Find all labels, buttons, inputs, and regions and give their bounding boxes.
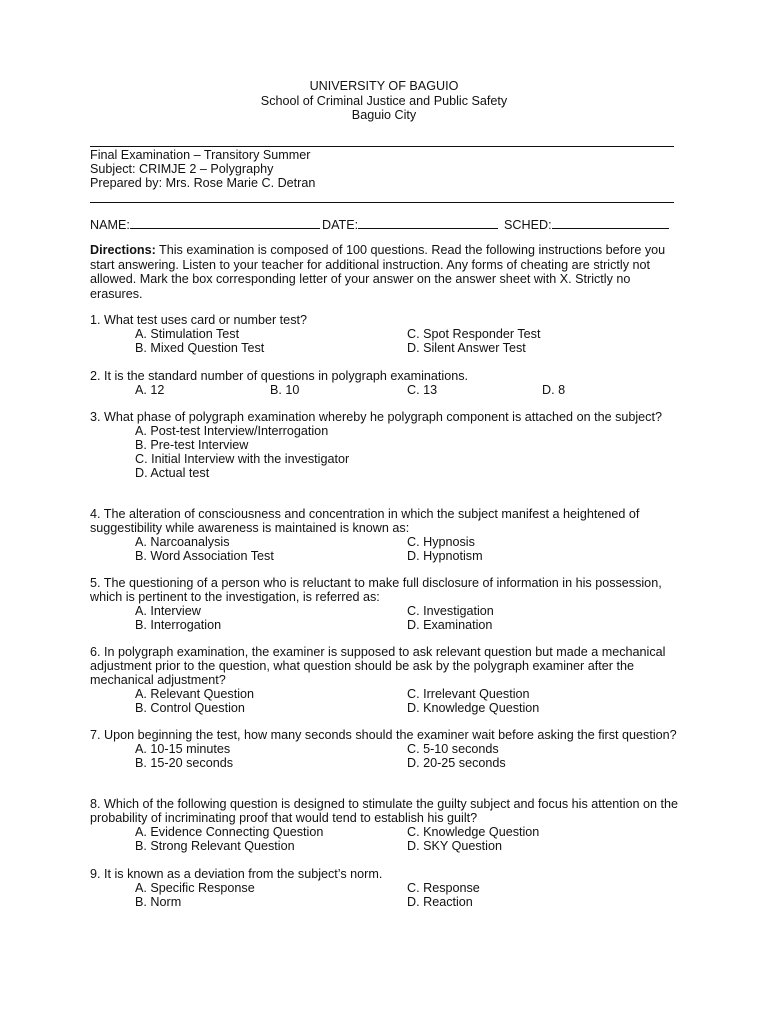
- option-c: C. 13: [407, 383, 438, 397]
- option-a: A. Interview: [135, 604, 201, 618]
- option-b: B. Control Question: [135, 701, 245, 715]
- question-5: [90, 576, 690, 632]
- option-b: B. Strong Relevant Question: [135, 839, 295, 853]
- option-d: D. Examination: [407, 618, 493, 632]
- option-b: B. Word Association Test: [135, 549, 274, 563]
- option-b: B. 15-20 seconds: [135, 756, 234, 770]
- exam-meta: [90, 148, 315, 190]
- school-name: School of Criminal Justice and Public Safety: [260, 93, 508, 108]
- question-stem: 6. In polygraph examination, the examiner is supposed to ask relevant question but made a mechanical adjustment prior to the question, what question should be ask by the polygraph examiner after the mechanical adjustment?: [90, 645, 666, 687]
- document-header: [0, 79, 768, 123]
- option-b: B. Pre-test Interview: [135, 438, 249, 452]
- date-field[interactable]: [322, 217, 498, 232]
- question-3: [90, 410, 690, 480]
- option-c: C. Knowledge Question: [407, 825, 540, 839]
- question-8: [90, 797, 690, 853]
- option-b: B. 10: [270, 383, 300, 397]
- option-c: C. Investigation: [407, 604, 494, 618]
- exam-preparer: Prepared by: Mrs. Rose Marie C. Detran: [90, 176, 316, 190]
- name-field[interactable]: [90, 217, 320, 232]
- directions-text: This examination is composed of 100 questions. Read the following instructions before you start answering. Listen to your teacher for additional instruction. Any forms of cheating are strictly not allowed. Mark the box corresponding letter of your answer on the answer sheet with X. Strictly no erasures.: [90, 243, 666, 301]
- option-a: A. Specific Response: [135, 881, 255, 895]
- option-c: C. Spot Responder Test: [407, 327, 541, 341]
- question-stem: 5. The questioning of a person who is reluctant to make full disclosure of information in his possession, which is pertinent to the investigation, is referred as:: [90, 576, 662, 604]
- option-a: A. Evidence Connecting Question: [135, 825, 324, 839]
- option-a: A. Stimulation Test: [135, 327, 240, 341]
- question-stem: 7. Upon beginning the test, how many seconds should the examiner wait before asking the first question?: [90, 728, 677, 742]
- option-a: A. Post-test Interview/Interrogation: [135, 424, 329, 438]
- option-d: D. Reaction: [407, 895, 473, 909]
- option-d: D. Silent Answer Test: [407, 341, 526, 355]
- sched-field[interactable]: [504, 217, 669, 232]
- option-b: B. Interrogation: [135, 618, 222, 632]
- question-stem: 2. It is the standard number of questions in polygraph examinations.: [90, 369, 469, 383]
- option-d: D. SKY Question: [407, 839, 502, 853]
- date-label: DATE:: [322, 218, 359, 232]
- question-stem: 8. Which of the following question is designed to stimulate the guilty subject and focus his attention on the probability of incriminating proof that would tend to establish his guilt?: [90, 797, 679, 825]
- question-6: [90, 645, 690, 715]
- question-7: [90, 728, 690, 770]
- option-a: A. 12: [135, 383, 165, 397]
- sched-label: SCHED:: [504, 218, 552, 232]
- option-c: C. Response: [407, 881, 480, 895]
- option-a: A. Relevant Question: [135, 687, 255, 701]
- city-name: Baguio City: [351, 108, 417, 122]
- sched-blank[interactable]: [552, 217, 669, 229]
- divider-bottom: [90, 202, 674, 203]
- question-9: [90, 867, 690, 909]
- option-d: D. Actual test: [135, 466, 210, 480]
- question-stem: 1. What test uses card or number test?: [90, 313, 307, 327]
- exam-title: Final Examination – Transitory Summer: [90, 148, 311, 162]
- date-blank[interactable]: [358, 217, 498, 229]
- divider-top: [90, 146, 674, 147]
- option-c: C. 5-10 seconds: [407, 742, 499, 756]
- option-b: B. Mixed Question Test: [135, 341, 265, 355]
- option-c: C. Initial Interview with the investigator: [135, 452, 350, 466]
- option-d: D. 20-25 seconds: [407, 756, 506, 770]
- question-stem: 3. What phase of polygraph examination whereby he polygraph component is attached on the subject?: [90, 410, 662, 424]
- option-a: A. 10-15 minutes: [135, 742, 231, 756]
- option-c: C. Irrelevant Question: [407, 687, 530, 701]
- option-d: D. Hypnotism: [407, 549, 483, 563]
- option-d: D. 8: [542, 383, 566, 397]
- option-d: D. Knowledge Question: [407, 701, 540, 715]
- option-a: A. Narcoanalysis: [135, 535, 230, 549]
- name-label: NAME:: [90, 218, 130, 232]
- question-4: [90, 507, 690, 563]
- option-c: C. Hypnosis: [407, 535, 475, 549]
- directions-label: Directions:: [90, 243, 156, 257]
- question-2: [90, 369, 690, 397]
- name-blank[interactable]: [130, 217, 320, 229]
- question-stem: 4. The alteration of consciousness and concentration in which the subject manifest a heightened of suggestibility while awareness is maintained is known as:: [90, 507, 640, 535]
- exam-subject: Subject: CRIMJE 2 – Polygraphy: [90, 162, 274, 176]
- question-stem: 9. It is known as a deviation from the subject’s norm.: [90, 867, 383, 881]
- university-name: UNIVERSITY OF BAGUIO: [309, 79, 459, 93]
- option-b: B. Norm: [135, 895, 182, 909]
- question-1: [90, 313, 690, 355]
- directions: [90, 243, 682, 301]
